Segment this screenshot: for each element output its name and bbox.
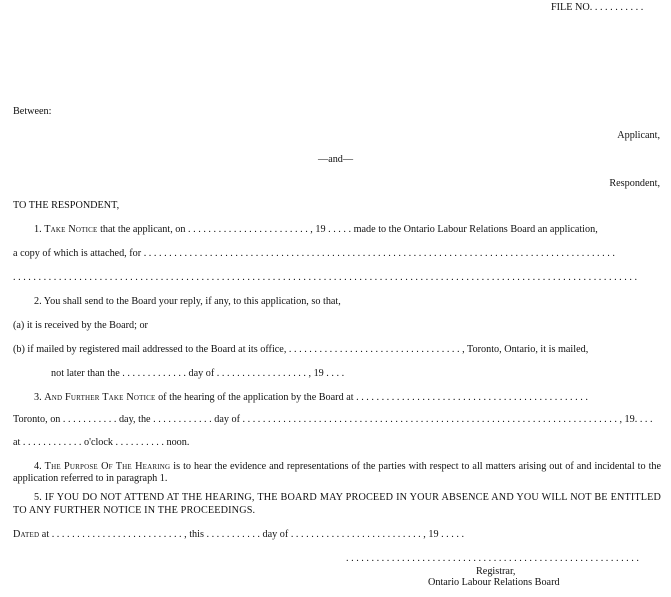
take-notice-heading: Take Notice (44, 224, 98, 235)
paragraph-3-line-3: at . . . . . . . . . . . . o'clock . . . . . . . . . . noon. (13, 437, 190, 448)
paragraph-3-text: of the hearing of the application by the Board at . . . . . . . . . . . . . . . . . . . . . . . . . . . . . . . . . . . . . . . . . . . . . . (158, 392, 588, 403)
further-notice-heading: And Further Take Notice (44, 392, 156, 403)
paragraph-2-intro: 2. You shall send to the Board your reply, if any, to this application, so that, (34, 296, 341, 307)
paragraph-5: 5. IF YOU DO NOT ATTEND AT THE HEARING, THE BOARD MAY PROCEED IN YOUR ABSENCE AND YOU WILL NOT BE ENTITLED TO ANY FURTHER NOTICE IN THE PROCEEDINGS. (13, 492, 661, 516)
applicant-label: Applicant, (617, 130, 660, 141)
dated-text: at . . . . . . . . . . . . . . . . . . . . . . . . . . , this . . . . . . . . . . . day of . . . . . . . . . . . . . . . . . . . . . . . . . . , 19 . . . . . (41, 529, 465, 540)
dated-line (13, 529, 464, 541)
between-label: Between: (13, 106, 52, 117)
and-separator: —and— (318, 154, 354, 165)
paragraph-1-text: that the applicant, on . . . . . . . . . . . . . . . . . . . . . . . . , 19 . . . . . made to the Ontario Labour Relations Board an application, (100, 224, 598, 235)
registrar-title: Registrar, (476, 566, 516, 577)
paragraph-2-item-b: (b) if mailed by registered mail addressed to the Board at its office, . . . . . . . . . . . . . . . . . . . . . . . . . . . . . . . . . . , Toronto, Ontario, it is mailed, (13, 344, 589, 355)
dated-label: Dated (13, 529, 40, 540)
signature-line: . . . . . . . . . . . . . . . . . . . . . . . . . . . . . . . . . . . . . . . . . . . . . . . . . . . . . . . . . . (346, 553, 639, 564)
paragraph-1-line-2: a copy of which is attached, for . . . . . . . . . . . . . . . . . . . . . . . . . . . . . . . . . . . . . . . . . . . . . . . . . . . . . . . . . . . . . . . . . . . . . . . . . . . . . . . . . . . . . . . . . . . . . (13, 248, 615, 259)
paragraph-4-text: is to hear the evidence and representations of the parties with respect to all matters arising out of and incidental to the application referred to in paragraph 1. (13, 461, 662, 484)
file-number: FILE NO. . . . . . . . . . . (551, 2, 644, 13)
salutation: TO THE RESPONDENT, (13, 200, 120, 211)
paragraph-3-line-2: Toronto, on . . . . . . . . . . . day, the . . . . . . . . . . . . day of . . . . . . . . . . . . . . . . . . . . . . . . . . . . . . . . . . . . . . . . . . . . . . . . . . . . . . . . . . . . . . . . . . . . . . . . . . , 19. . . . (13, 414, 653, 425)
paragraph-1-line-3: . . . . . . . . . . . . . . . . . . . . . . . . . . . . . . . . . . . . . . . . . . . . . . . . . . . . . . . . . . . . . . . . . . . . . . . . . . . . . . . . . . . . . . . . . . . . . . . . . . . . . . . . . . . . . . . . . . . . . . . . . . . (13, 272, 637, 283)
paragraph-1-number: 1. (34, 224, 42, 235)
paragraph-3-number: 3. (34, 392, 42, 403)
respondent-label: Respondent, (609, 178, 660, 189)
paragraph-1-line-1 (34, 224, 598, 236)
purpose-heading: The Purpose Of The Hearing (44, 461, 171, 472)
paragraph-3-line-1 (34, 392, 588, 404)
paragraph-4 (13, 461, 661, 485)
paragraph-4-number: 4. (34, 461, 42, 472)
board-name: Ontario Labour Relations Board (428, 577, 560, 588)
paragraph-2-item-b-date: not later than the . . . . . . . . . . . . . day of . . . . . . . . . . . . . . . . . . , 19 . . . . (51, 368, 345, 379)
paragraph-2-item-a: (a) it is received by the Board; or (13, 320, 148, 331)
